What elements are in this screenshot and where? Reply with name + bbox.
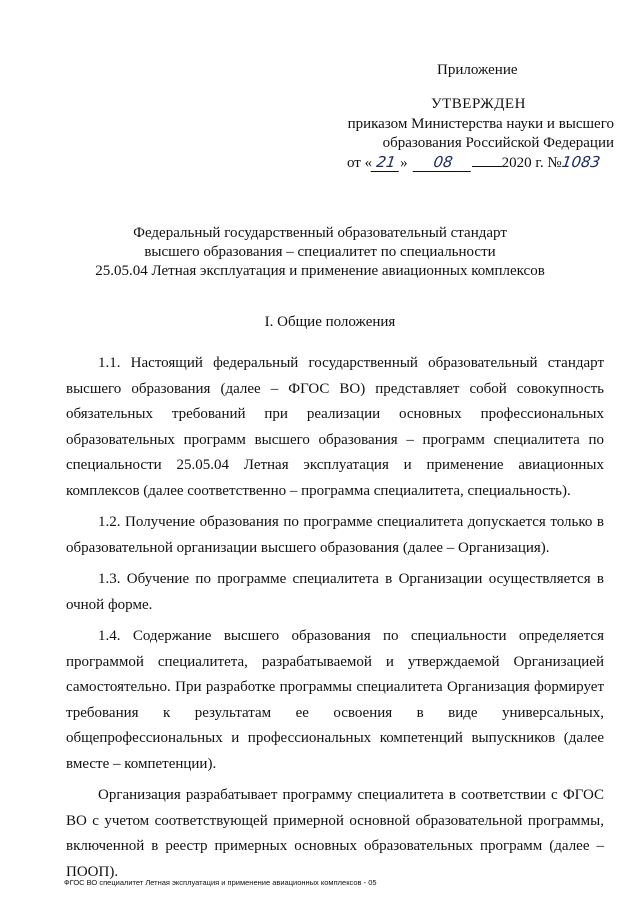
handwritten-month: 08 — [412, 153, 473, 172]
paragraph-1-1: 1.1. Настоящий федеральный государственный образовательный стандарт высшего образования (далее – ФГОС ВО) представляет собой совокупность обязательных требований при реализации основных профессиональных образовательных программ высшего образования – программ специалитета по специальности 25.05.04 Летная эксплуатация и применение авиационных комплексов (далее соответственно – программа специалитета, специальность). — [66, 355, 604, 499]
order-line-1: приказом Министерства науки и высшего — [347, 116, 614, 132]
section-title: I. Общие положения — [264, 314, 396, 330]
date-year: 2020 г. № — [501, 155, 562, 171]
date-prefix: от « — [347, 155, 373, 171]
paragraph-1-2: 1.2. Получение образования по программе специалитета допускается только в образовательной организации высшего образования (далее – Организация). — [66, 514, 604, 556]
title-line-2: высшего образования – специалитет по специальности — [144, 244, 496, 260]
paragraph-organization: Организация разрабатывает программу специалитета в соответствии с ФГОС ВО с учетом соответствующей примерной основной образовательной программы, включенной в реестр примерных основных образовательных программ (далее – ПООП). — [66, 787, 604, 880]
title-line-1: Федеральный государственный образовательный стандарт — [133, 225, 507, 241]
appendix-label: Приложение — [437, 62, 518, 78]
document-body — [66, 351, 604, 891]
page-footer: ФГОС ВО специалитет Летная эксплуатация и применение авиационных комплексов - 05 — [64, 878, 377, 887]
title-line-3: 25.05.04 Летная эксплуатация и применение авиационных комплексов — [95, 263, 545, 279]
paragraph-1-4: 1.4. Содержание высшего образования по специальности определяется программой специалитета, разрабатываемой и утверждаемой Организацией самостоятельно. При разработке программы специалитета Организация формирует требования к результатам ее освоения в виде универсальных, общепрофессиональных и профессиональных компетенций выпускников (далее вместе – компетенции). — [66, 628, 604, 772]
order-line-2: образования Российской Федерации — [382, 135, 614, 151]
handwritten-day: 21 — [371, 153, 402, 172]
handwritten-order-number: 1083 — [560, 153, 602, 171]
approved-label: УТВЕРЖДЕН — [431, 96, 526, 112]
standard-title — [60, 224, 580, 281]
order-date-line — [347, 153, 602, 172]
date-underline — [472, 165, 502, 167]
date-mid: » — [400, 155, 408, 171]
paragraph-1-3: 1.3. Обучение по программе специалитета в Организации осуществляется в очной форме. — [66, 571, 604, 613]
